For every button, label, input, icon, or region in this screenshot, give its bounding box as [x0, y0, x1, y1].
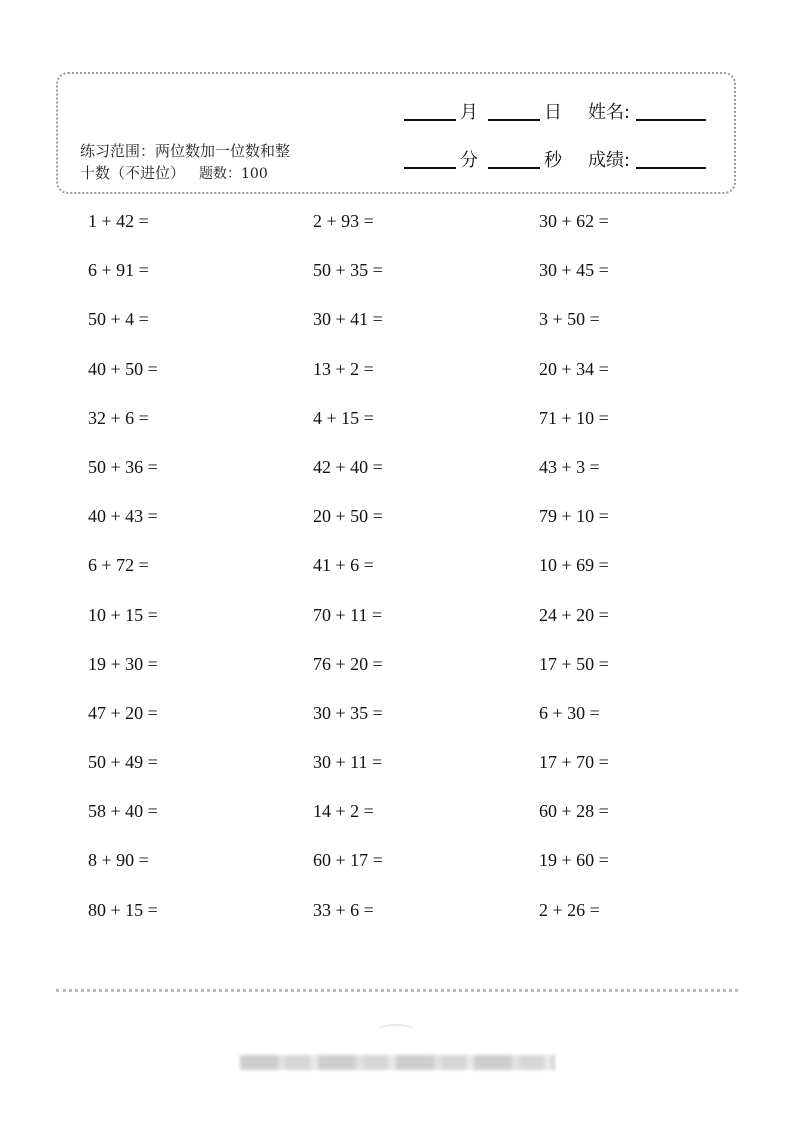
- math-problem: 50 + 4 =: [88, 309, 149, 330]
- math-problem: 19 + 30 =: [88, 653, 158, 674]
- math-problem: 6 + 91 =: [88, 260, 149, 281]
- math-problem: 32 + 6 =: [88, 407, 149, 428]
- math-problem: 2 + 26 =: [539, 899, 600, 920]
- minute-blank[interactable]: [404, 166, 456, 169]
- month-blank[interactable]: [404, 118, 456, 121]
- math-problem: 17 + 70 =: [539, 752, 609, 773]
- math-problem: 42 + 40 =: [313, 456, 383, 477]
- practice-range-text: 十数（不进位）: [80, 164, 186, 182]
- month-label: 月: [460, 102, 478, 123]
- math-problem: 40 + 43 =: [88, 506, 158, 527]
- math-problem: 30 + 35 =: [313, 702, 383, 723]
- math-problem: 30 + 11 =: [313, 752, 383, 773]
- footer-divider: [56, 989, 738, 992]
- math-problem: 4 + 15 =: [313, 407, 374, 428]
- date-name-row: [404, 98, 706, 124]
- time-score-row: [404, 146, 706, 172]
- worksheet-header: [56, 72, 736, 194]
- math-problem: 33 + 6 =: [313, 899, 374, 920]
- math-problem: 20 + 34 =: [539, 358, 609, 379]
- footer-logo-mark: [378, 1024, 414, 1036]
- math-problem: 17 + 50 =: [539, 653, 609, 674]
- problem-grid: [88, 206, 748, 944]
- math-problem: 3 + 50 =: [539, 309, 600, 330]
- math-problem: 30 + 41 =: [313, 309, 383, 330]
- math-problem: 13 + 2 =: [313, 358, 374, 379]
- math-problem: 40 + 50 =: [88, 358, 158, 379]
- math-problem: 50 + 35 =: [313, 260, 383, 281]
- practice-range: [80, 140, 330, 185]
- math-problem: 60 + 28 =: [539, 801, 609, 822]
- minute-label: 分: [460, 150, 478, 171]
- second-label: 秒: [544, 150, 562, 171]
- math-problem: 10 + 69 =: [539, 555, 609, 576]
- math-problem: 47 + 20 =: [88, 702, 158, 723]
- math-problem: 71 + 10 =: [539, 407, 609, 428]
- math-problem: 50 + 49 =: [88, 752, 158, 773]
- score-blank[interactable]: [636, 166, 706, 169]
- footer-blurred-text: [240, 1055, 555, 1070]
- math-problem: 14 + 2 =: [313, 801, 374, 822]
- math-problem: 6 + 72 =: [88, 555, 149, 576]
- math-problem: 58 + 40 =: [88, 801, 158, 822]
- name-label: 姓名:: [588, 102, 631, 123]
- math-problem: 20 + 50 =: [313, 506, 383, 527]
- math-problem: 19 + 60 =: [539, 850, 609, 871]
- math-problem: 43 + 3 =: [539, 456, 600, 477]
- question-count: 题数：100: [199, 166, 268, 182]
- math-problem: 1 + 42 =: [88, 211, 149, 231]
- math-problem: 10 + 15 =: [88, 604, 158, 625]
- math-problem: 70 + 11 =: [313, 604, 383, 625]
- math-problem: 6 + 30 =: [539, 702, 600, 723]
- math-problem: 30 + 45 =: [539, 260, 609, 281]
- math-problem: 80 + 15 =: [88, 899, 158, 920]
- score-label: 成绩:: [588, 150, 631, 171]
- math-problem: 41 + 6 =: [313, 555, 374, 576]
- practice-range-line1: 练习范围：两位数加一位数和整: [80, 142, 291, 160]
- math-problem: 79 + 10 =: [539, 506, 609, 527]
- math-problem: 60 + 17 =: [313, 850, 383, 871]
- name-blank[interactable]: [636, 118, 706, 121]
- math-problem: 50 + 36 =: [88, 456, 158, 477]
- practice-range-line2: [80, 162, 330, 185]
- second-blank[interactable]: [488, 166, 540, 169]
- day-label: 日: [544, 102, 562, 123]
- math-problem: 30 + 62 =: [539, 211, 609, 231]
- math-problem: 2 + 93 =: [313, 211, 374, 231]
- day-blank[interactable]: [488, 118, 540, 121]
- math-problem: 24 + 20 =: [539, 604, 609, 625]
- math-problem: 76 + 20 =: [313, 653, 383, 674]
- math-problem: 8 + 90 =: [88, 850, 149, 871]
